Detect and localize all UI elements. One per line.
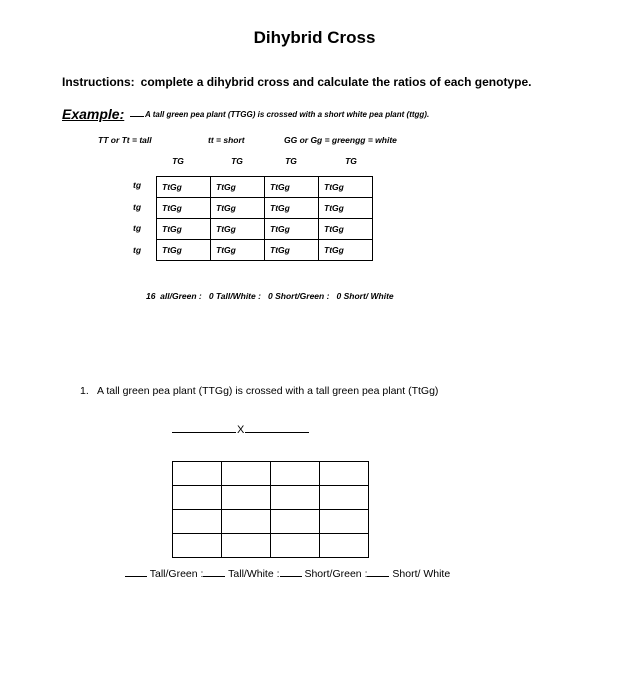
punnett-cell: TtGg [265, 219, 319, 240]
punnett-cell[interactable] [173, 510, 222, 534]
ratio-blank[interactable] [280, 567, 302, 577]
ratio-label: Tall/Green : [149, 568, 204, 580]
punnett-cell: TtGg [211, 219, 265, 240]
punnett-cell: TtGg [211, 240, 265, 261]
key-tall: TT or Tt = tall [98, 135, 152, 145]
example-heading: Example: [62, 106, 125, 122]
question-1 [80, 385, 438, 397]
punnett-cell: TtGg [157, 219, 211, 240]
punnett-cell[interactable] [173, 462, 222, 486]
question-ratio [125, 567, 450, 580]
parent-1-blank[interactable] [172, 422, 236, 433]
punnett-row [173, 534, 369, 558]
column-header: TG [345, 156, 357, 166]
punnett-cell: TtGg [211, 198, 265, 219]
punnett-row [157, 219, 373, 240]
parent-2-blank[interactable] [245, 422, 309, 433]
cross-blanks [172, 422, 309, 436]
punnett-row [157, 177, 373, 198]
question-text: A tall green pea plant (TTGg) is crossed with a tall green pea plant (TtGg) [97, 385, 439, 397]
punnett-cell[interactable] [271, 462, 320, 486]
punnett-cell: TtGg [157, 177, 211, 198]
punnett-cell: TtGg [319, 219, 373, 240]
punnett-cell: TtGg [157, 240, 211, 261]
column-header: TG [172, 156, 184, 166]
column-header: TG [231, 156, 243, 166]
row-header: tg [132, 223, 142, 233]
punnett-cell[interactable] [320, 486, 369, 510]
punnett-cell: TtGg [319, 177, 373, 198]
punnett-cell: TtGg [265, 177, 319, 198]
cross-symbol: X [237, 424, 245, 436]
punnett-row [173, 486, 369, 510]
punnett-cell: TtGg [265, 240, 319, 261]
row-header: tg [132, 245, 142, 255]
key-short: tt = short [208, 135, 245, 145]
row-header: tg [132, 202, 142, 212]
punnett-cell[interactable] [222, 486, 271, 510]
punnett-cell[interactable] [320, 462, 369, 486]
punnett-cell[interactable] [320, 510, 369, 534]
punnett-cell: TtGg [211, 177, 265, 198]
ratio-label: Tall/White : [228, 568, 280, 580]
column-header: TG [285, 156, 297, 166]
punnett-cell[interactable] [271, 534, 320, 558]
example-underline [130, 116, 144, 117]
punnett-cell: TtGg [157, 198, 211, 219]
punnett-row [173, 510, 369, 534]
punnett-row [157, 240, 373, 261]
key-color: GG or Gg = greengg = white [284, 135, 397, 145]
punnett-cell: TtGg [319, 198, 373, 219]
ratio-blank[interactable] [203, 567, 225, 577]
punnett-cell[interactable] [222, 510, 271, 534]
question-number: 1. [80, 385, 89, 397]
punnett-cell[interactable] [173, 486, 222, 510]
ratio-label: Short/ White [392, 568, 451, 580]
instructions-text: complete a dihybrid cross and calculate the ratios of each genotype. [140, 75, 532, 89]
example-description-text: A tall green pea plant (TTGG) is crossed with a short white pea plant (ttgg). [145, 110, 430, 119]
punnett-cell[interactable] [271, 486, 320, 510]
punnett-cell[interactable] [222, 462, 271, 486]
punnett-row [157, 198, 373, 219]
row-header: tg [132, 180, 142, 190]
example-punnett-square [156, 176, 373, 261]
page-title: Dihybrid Cross [253, 28, 376, 47]
ratio-blank[interactable] [125, 567, 147, 577]
punnett-row [173, 462, 369, 486]
punnett-cell[interactable] [173, 534, 222, 558]
ratio-blank[interactable] [367, 567, 389, 577]
instructions [62, 75, 531, 89]
punnett-cell[interactable] [222, 534, 271, 558]
example-ratio: 16 all/Green : 0 Tall/White : 0 Short/Green : 0 Short/ White [146, 291, 394, 301]
punnett-cell: TtGg [265, 198, 319, 219]
question-punnett-square [172, 461, 369, 558]
ratio-label: Short/Green : [304, 568, 368, 580]
example-description [130, 110, 429, 119]
instructions-label: Instructions: [62, 75, 135, 89]
punnett-cell[interactable] [320, 534, 369, 558]
punnett-cell[interactable] [271, 510, 320, 534]
punnett-cell: TtGg [319, 240, 373, 261]
